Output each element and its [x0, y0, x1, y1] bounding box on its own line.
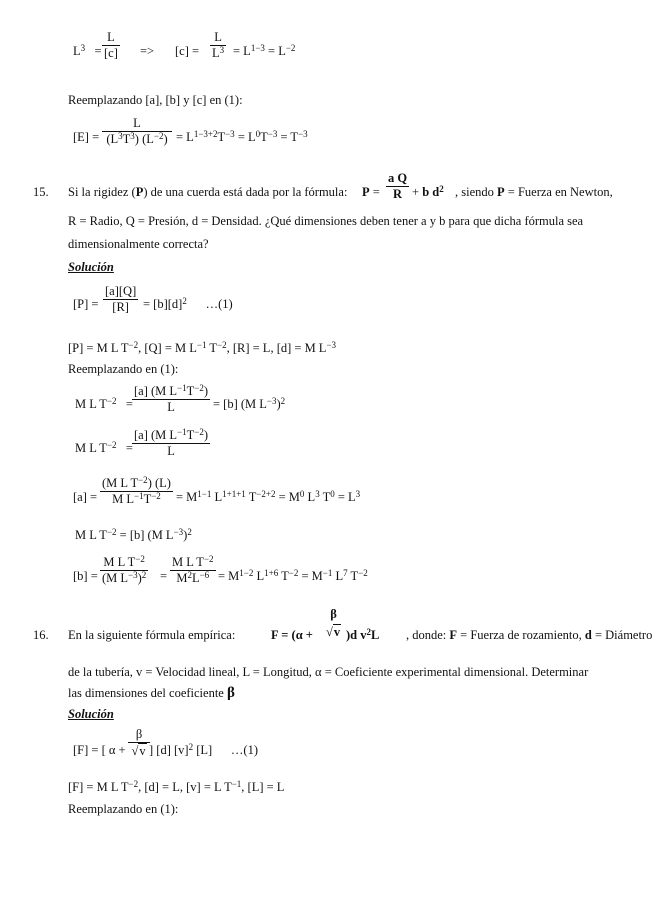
numerator: β: [330, 607, 337, 621]
p15-e3-fraction: [132, 384, 210, 415]
numerator: a Q: [388, 171, 408, 185]
p15-e7-eq: =: [160, 569, 168, 583]
p15-e1-rhs: = $[b][d]^2$ …(1): [143, 296, 233, 311]
numerator: β: [135, 727, 143, 741]
eq-c2-lhs: [c] =: [175, 44, 200, 58]
p15-e7-fraction2: [170, 555, 216, 586]
p15-e7-lhs: [b] =: [73, 569, 98, 583]
numerator: M L $T^{-2}$: [103, 554, 145, 569]
eq-c-line: [73, 44, 102, 59]
p15-e2: [P] = M L $T^{-2}$, [Q] = M $L^{-1}$ $T^{-2}$, [R] = L, [d] = M $L^{-3}$: [68, 340, 337, 355]
numerator: [a] (M $L^{-1}T^{-2}$): [134, 427, 209, 442]
p15-line3: dimensionalmente correcta?: [68, 237, 209, 251]
numerator: L: [107, 30, 115, 44]
denominator: L: [167, 444, 175, 458]
eq-e-lhs: [E] =: [73, 130, 100, 144]
p15-formula-tail: + b $d^2$: [412, 184, 444, 199]
p16-e1-fraction: [128, 727, 150, 759]
p15-formula: P =: [362, 185, 380, 199]
numerator: M L $T^{-2}$: [172, 554, 214, 569]
p15-e4-fraction: [132, 428, 210, 459]
denominator: $(L^3T^3)$ $(L^{-2})$: [106, 131, 168, 146]
problem-number-16: 16.: [33, 628, 49, 642]
fraction-e: [102, 116, 172, 147]
p15-e3-lhs: M L $T^{-2}$ =: [75, 396, 133, 411]
eq-e-rhs: = $L^{1-3+2}T^{-3} = L^0T^{-3} = T^{-3}$: [176, 129, 308, 144]
numerator: (M L $T^{-2}$) (L): [102, 475, 171, 490]
p15-e1-lhs: [P] =: [73, 297, 99, 311]
p15-e1-fraction: [103, 284, 138, 315]
p16-replace: Reemplazando en (1):: [68, 802, 179, 816]
p15-line2: R = Radio, Q = Presión, d = Densidad. ¿Qué dimensiones deben tener a y b para que dicha fórmula sea: [68, 214, 584, 228]
fraction-l-over-c: [102, 30, 120, 61]
denominator: R: [393, 187, 403, 201]
p16-formula: F = (α +: [271, 628, 313, 642]
eq-text: L: [73, 44, 81, 58]
p15-line1-end: , siendo P = Fuerza en Newton,: [455, 185, 613, 199]
p16-formula-tail: )d $v^2L$: [346, 627, 380, 642]
exponent: 3: [80, 43, 86, 53]
p16-line3: las dimensiones del coeficiente β: [68, 685, 235, 701]
denominator: M $L^{-1}T^{-2}$: [112, 491, 161, 506]
denominator: $M^2L^{-6}$: [176, 570, 210, 585]
p15-e7-fraction1: [100, 555, 148, 586]
denominator: [R]: [112, 300, 129, 314]
p15-e5-lhs: [a] =: [73, 490, 98, 504]
p15-line1: Si la rigidez (P) de una cuerda está dada por la fórmula:: [68, 185, 348, 199]
denominator: √v: [326, 625, 341, 639]
implies-arrow: =>: [140, 44, 155, 58]
p15-replace: Reemplazando en (1):: [68, 362, 179, 376]
numerator: L: [133, 116, 141, 130]
denominator: √v: [131, 744, 146, 758]
p15-e6: M L $T^{-2} = [b]$ (M $L^{-3})^2$: [75, 527, 192, 542]
p16-e1-rhs: ] [d] $[v]^2$ [L] …(1): [149, 742, 258, 757]
denominator: $L^3$: [212, 45, 225, 60]
p15-formula-fraction: [386, 171, 409, 202]
p16-line1-start: En la siguiente fórmula empírica:: [68, 628, 236, 642]
numerator: [a] (M $L^{-1}T^{-2}$): [134, 383, 209, 398]
p15-e4-lhs: M L $T^{-2}$ =: [75, 440, 133, 455]
problem-number-15: 15.: [33, 185, 49, 199]
denominator: [c]: [104, 46, 118, 60]
p16-e2: [F] = M L $T^{-2}$, [d] = L, [v] = L $T^{-1}$, [L] = L: [68, 779, 285, 794]
p15-e3-rhs: = [b] (M $L^{-3})^2$: [213, 396, 286, 411]
p15-e5-rhs: = $M^{1-1}$ $L^{1+1+1}$ $T^{-2+2} = M^0$ $L^3$ $T^0 = L^3$: [176, 489, 361, 504]
p15-e5-fraction: [100, 476, 173, 507]
p15-solucion-heading: Solución: [68, 260, 114, 274]
fraction-l-over-l3: [210, 30, 226, 61]
numerator: [a][Q]: [105, 284, 137, 298]
denominator: L: [167, 400, 175, 414]
numerator: L: [214, 30, 222, 44]
p16-formula-fraction: [324, 607, 343, 640]
p15-e7-rhs: = $M^{1-2}$ $L^{1+6}$ $T^{-2} = M^{-1}$ $L^7$ $T^{-2}$: [218, 568, 368, 583]
replace-text: Reemplazando [a], [b] y [c] en (1):: [68, 93, 243, 107]
eq-text: =: [94, 44, 102, 58]
p16-line2: de la tubería, v = Velocidad lineal, L = Longitud, α = Coeficiente experimental dimensional. Determinar: [68, 665, 589, 679]
p16-line1-end: , donde: F = Fuerza de rozamiento, d = Diámetro: [406, 628, 652, 642]
p16-e1-lhs: [F] = [ α +: [73, 743, 126, 757]
p16-solucion-heading: Solución: [68, 707, 114, 721]
eq-c2-rhs: = $L^{1-3} = L^{-2}$: [233, 43, 296, 58]
denominator: (M $L^{-3})^2$: [102, 570, 147, 585]
